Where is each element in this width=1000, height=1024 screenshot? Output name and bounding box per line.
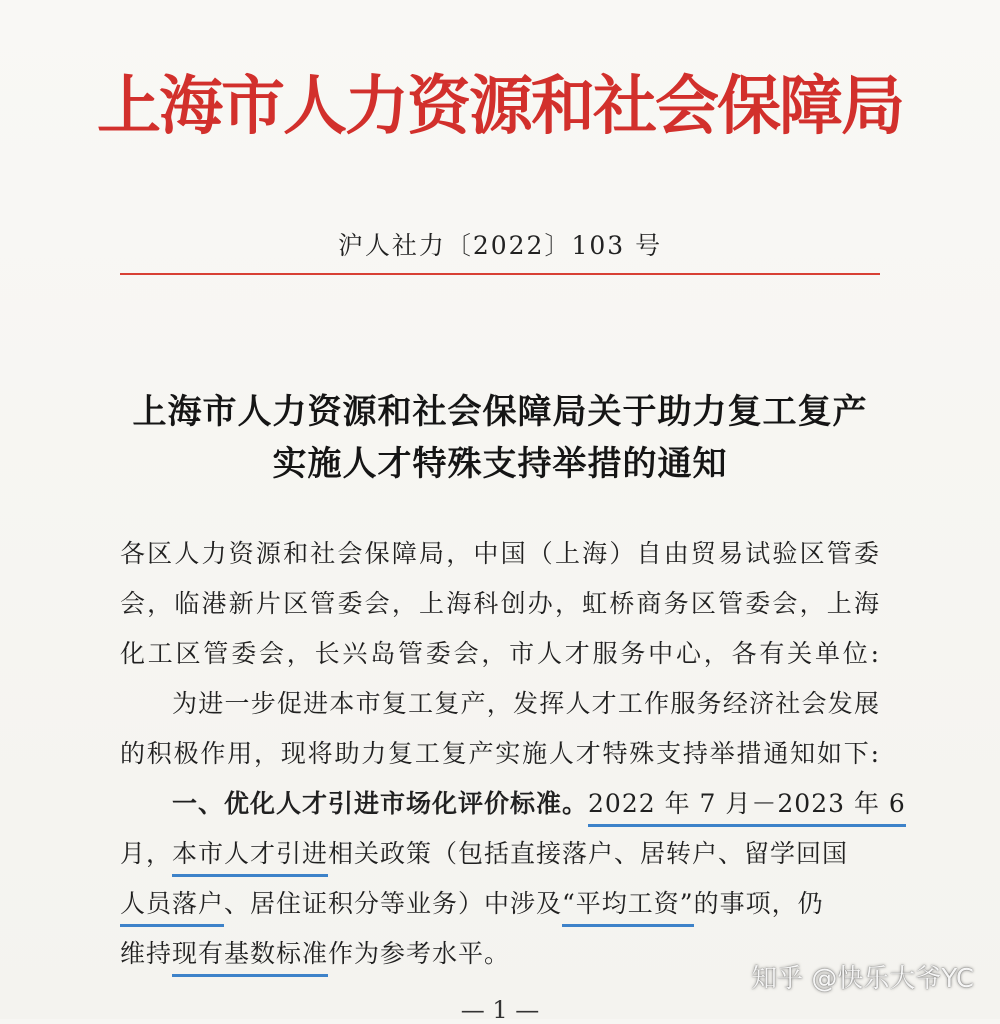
document-number: 沪人社力〔2022〕103 号 [337,231,663,260]
section-1-line-1 [172,784,906,820]
header-divider [120,273,880,275]
page-number: — 1 — [460,996,540,1024]
intro-line-2: 的积极作用，现将助力复工复产实施人才特殊支持举措通知如下: [120,739,880,768]
issuing-authority-header: 上海市人力资源和社会保障局 [97,69,903,144]
addressee-line-1: 各区人力资源和社会保障局，中国（上海）自由贸易试验区管委 [120,539,880,568]
notice-title-line-2: 实施人才特殊支持举措的通知 [272,444,728,484]
addressee-line-2: 会，临港新片区管委会，上海科创办，虹桥商务区管委会，上海 [120,589,880,618]
highlighted-period: 2022 年 7 月－2023 年 6 [588,789,906,827]
text-segment: 作为参考水平。 [328,939,511,968]
text-segment: 的事项，仍 [693,889,824,918]
highlighted-settlement: 人员落户 [120,889,224,927]
highlighted-talent-intro: 本市人才引进 [172,839,328,877]
text-segment: 、居住证积分等业务）中涉及 [224,889,563,918]
text-segment: 维持 [120,939,173,968]
notice-title-line-1: 上海市人力资源和社会保障局关于助力复工复产 [132,392,868,432]
highlighted-average-wage: “平均工资” [562,889,694,927]
section-1-heading: 一、优化人才引进市场化评价标准。 [172,789,589,818]
section-1-line-3 [120,884,824,920]
section-1-line-2 [120,834,848,870]
intro-line-1: 为进一步促进本市复工复产，发挥人才工作服务经济社会发展 [172,689,880,718]
source-watermark: 知乎 @快乐大爷YC [751,964,974,994]
section-1-line-4 [120,934,510,970]
addressee-line-3: 化工区管委会，长兴岛管委会，市人才服务中心，各有关单位: [120,639,880,668]
text-segment: 月， [120,839,173,868]
text-segment: 相关政策（包括直接落户、居转户、留学回国 [328,839,849,868]
highlighted-base-standard: 现有基数标准 [172,939,328,977]
